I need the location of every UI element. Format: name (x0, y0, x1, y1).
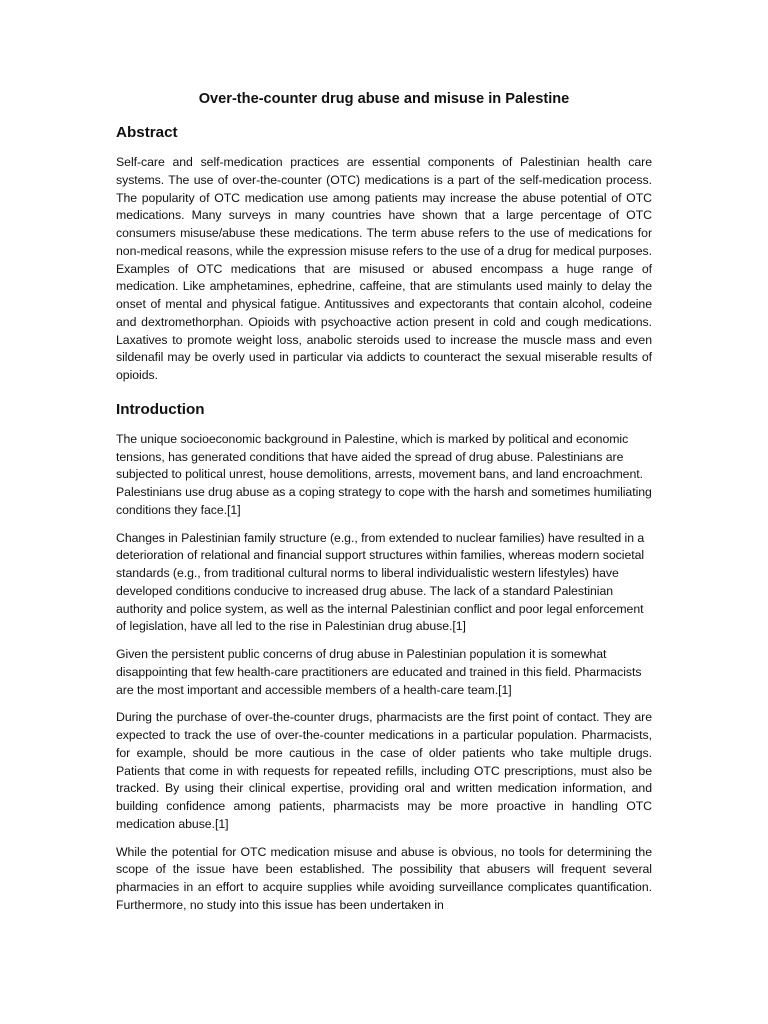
introduction-paragraph-2: Changes in Palestinian family structure (e.g., from extended to nuclear families) have resulted in a deterioration of relational and financial support structures within families, whereas modern societal standards (e.g., from traditional cultural norms to liberal individualistic western lifestyles) have developed conditions conducive to increased drug abuse. The lack of a standard Palestinian authority and police system, as well as the internal Palestinian conflict and poor legal enforcement of legislation, have all led to the rise in Palestinian drug abuse.[1] (116, 530, 645, 634)
document-title: Over-the-counter drug abuse and misuse in Palestine (198, 91, 570, 107)
document-page (116, 88, 652, 925)
abstract-paragraph: Self-care and self-medication practices are essential components of Palestinian health care systems. The use of over-the-counter (OTC) medications is a part of the self-medication process. The popularity of OTC medication use among patients may increase the abuse potential of OTC medications. Many surveys in many countries have shown that a large percentage of OTC consumers misuse/abuse these medications. The term abuse refers to the use of medications for non-medical reasons, while the expression misuse refers to the use of a drug for medical purposes. Examples of OTC medications that are misused or abused encompass a huge range of medication. Like amphetamines, ephedrine, caffeine, that are stimulants used mainly to delay the onset of mental and physical fatigue. Antitussives and expectorants that contain alcohol, codeine and dextromethorphan. Opioids with psychoactive action present in cold and cough medications. Laxatives to promote weight loss, anabolic steroids used to increase the muscle mass and even sildenafil may be overly used in particular via addicts to counteract the sexual miserable results of opioids. (116, 155, 652, 382)
introduction-paragraph-5: While the potential for OTC medication misuse and abuse is obvious, no tools for determining the scope of the issue have been established. The possibility that abusers will frequent several pharmacies in an effort to acquire supplies while avoiding surveillance complicates quantification. Furthermore, no study into this issue has been undertaken in (116, 844, 652, 912)
introduction-paragraph-1: The unique socioeconomic background in Palestine, which is marked by political and economic tensions, has generated conditions that have aided the spread of drug abuse. Palestinians are subjected to political unrest, house demolitions, arrests, movement bans, and land encroachment. Palestinians use drug abuse as a coping strategy to cope with the harsh and sometimes humiliating conditions they face.[1] (116, 431, 652, 517)
introduction-heading: Introduction (116, 400, 205, 418)
introduction-paragraph-3: Given the persistent public concerns of drug abuse in Palestinian population it is somewhat disappointing that few health-care practitioners are educated and trained in this field. Pharmacists are the most important and accessible members of a health-care team.[1] (116, 647, 642, 697)
abstract-heading: Abstract (116, 124, 178, 141)
introduction-paragraph-4: During the purchase of over-the-counter drugs, pharmacists are the first point of contact. They are expected to track the use of over-the-counter medications in a particular population. Pharmacists, for example, should be more cautious in the case of older patients who take multiple drugs. Patients that come in with requests for repeated refills, including OTC prescriptions, must also be tracked. By using their clinical expertise, providing oral and written medication information, and building confidence among patients, pharmacists may be more proactive in handling OTC medication abuse.[1] (116, 710, 652, 831)
